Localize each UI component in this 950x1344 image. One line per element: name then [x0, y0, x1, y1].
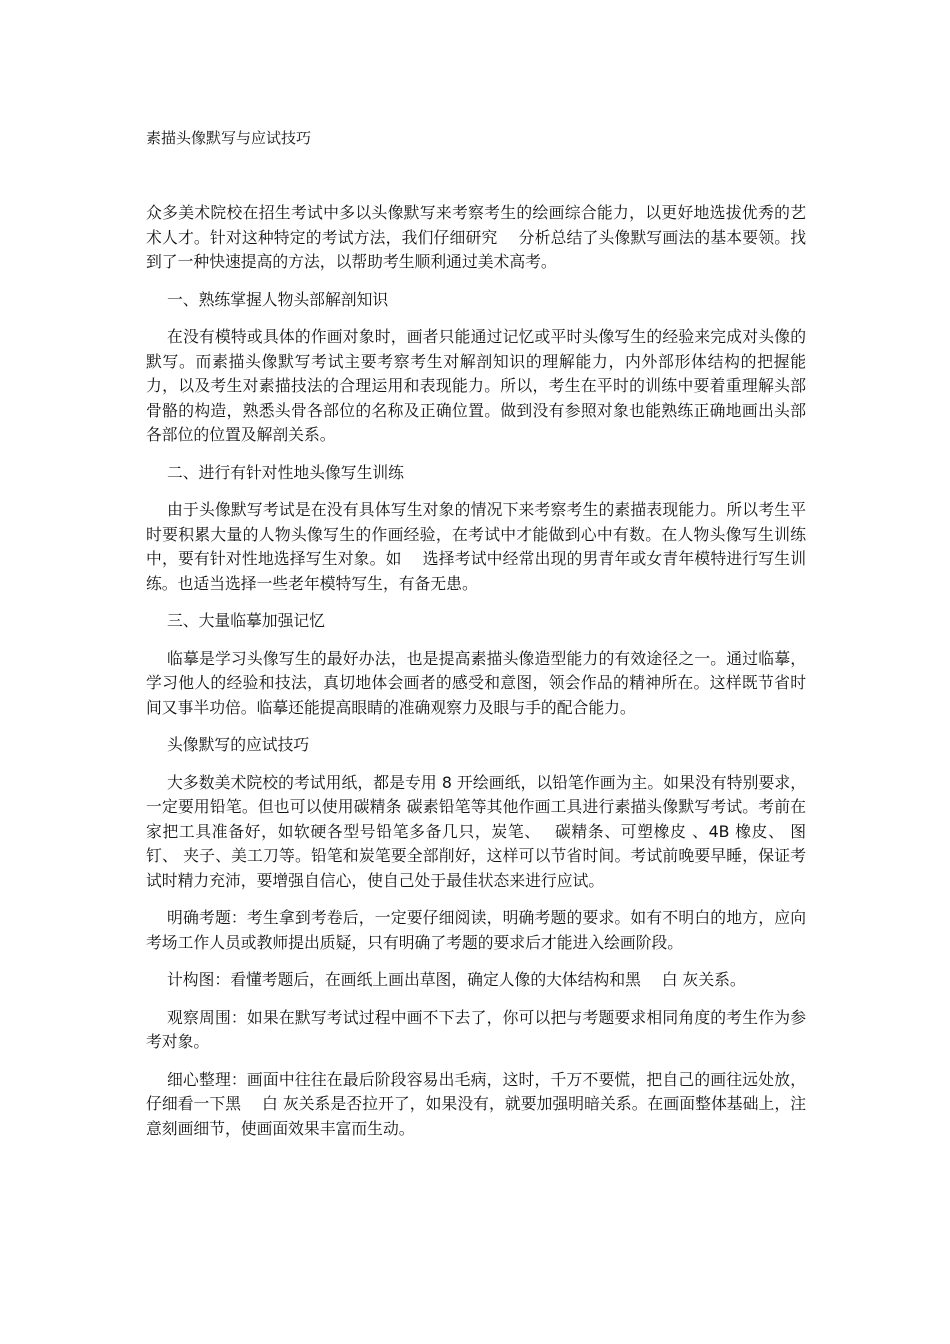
section-heading-exam-tips: 头像默写的应试技巧 [167, 735, 310, 754]
section-heading-portrait-training: 二、进行有针对性地头像写生训练 [167, 462, 404, 482]
paragraph-portrait-training: 由于头像默写考试是在没有具体写生对象的情况下来考察考生的素描表现能力。所以考生平时要积累大量的人物头像写生的作画经验，在考试中才能做到心中有数。在人物头像写生训练中，要有针对性地选择写生对象。如 选择考试中经常出现的男青年或女青年模特进行写生训练。也适当选择一些老年模特写生，有备无患。 [146, 500, 806, 593]
paragraph-composition: 计构图：看懂考题后，在画纸上画出草图，确定人像的大体结构和黑 白 灰关系。 [167, 970, 746, 989]
paragraph-observe-surroundings: 观察周围：如果在默写考试过程中画不下去了，你可以把与考题要求相同角度的考生作为参考对象。 [146, 1007, 806, 1051]
document-body [146, 201, 806, 1154]
paragraph-copying-memory: 临摹是学习头像写生的最好办法，也是提高素描头像造型能力的有效途径之一。通过临摹，学习他人的经验和技法，真切地体会画者的感受和意图，领会作品的精神所在。这样既节省时间又事半功倍。临摹还能提高眼睛的准确观察力及眼与手的配合能力。 [146, 648, 806, 717]
paragraph-anatomy: 在没有模特或具体的作画对象时，画者只能通过记忆或平时头像写生的经验来完成对头像的默写。而素描头像默写考试主要考察考生对解剖知识的理解能力，内外部形体结构的把握能力，以及考生对素描技法的合理运用和表现能力。所以，考生在平时的训练中要着重理解头部骨骼的构造，熟悉头骨各部位的名称及正确位置。做到没有参照对象也能熟练正确地画出头部各部位的位置及解剖关系。 [146, 327, 806, 444]
section-heading-copying-memory: 三、大量临摹加强记忆 [167, 611, 325, 630]
paragraph-exam-materials: 大多数美术院校的考试用纸，都是专用 8 开绘画纸，以铅笔作画为主。如果没有特别要求，一定要用铅笔。但也可以使用碳精条 碳素铅笔等其他作画工具进行素描头像默写考试。考前在家把工具准备好，如软硬各型号铅笔多备几只，炭笔、 碳精条、可塑橡皮 、4B 橡皮、 图钉、 夹子、美工刀等。铅笔和炭笔要全部削好，这样可以节省时间。考试前晚要早睡，保证考试时精力充沛，要增强自信心，使自己处于最佳状态来进行应试。 [146, 772, 806, 890]
document-title: 素描头像默写与应试技巧 [146, 129, 312, 147]
intro-paragraph: 众多美术院校在招生考试中多以头像默写来考察考生的绘画综合能力，以更好地选拔优秀的艺术人才。针对这种特定的考试方法，我们仔细研究 分析总结了头像默写画法的基本要领。找到了一种快速提高的方法，以帮助考生顺利通过美术高考。 [146, 203, 806, 271]
paragraph-careful-finishing: 细心整理：画面中往往在最后阶段容易出毛病，这时，千万不要慌，把自己的画往远处放，仔细看一下黑 白 灰关系是否拉开了，如果没有，就要加强明暗关系。在画面整体基础上，注意刻画细节，使画面效果丰富而生动。 [146, 1069, 806, 1138]
section-heading-anatomy: 一、熟练掌握人物头部解剖知识 [167, 289, 389, 309]
paragraph-clarify-question: 明确考题：考生拿到考卷后，一定要仔细阅读，明确考题的要求。如有不明白的地方，应向考场工作人员或教师提出质疑，只有明确了考题的要求后才能进入绘画阶段。 [146, 908, 806, 952]
